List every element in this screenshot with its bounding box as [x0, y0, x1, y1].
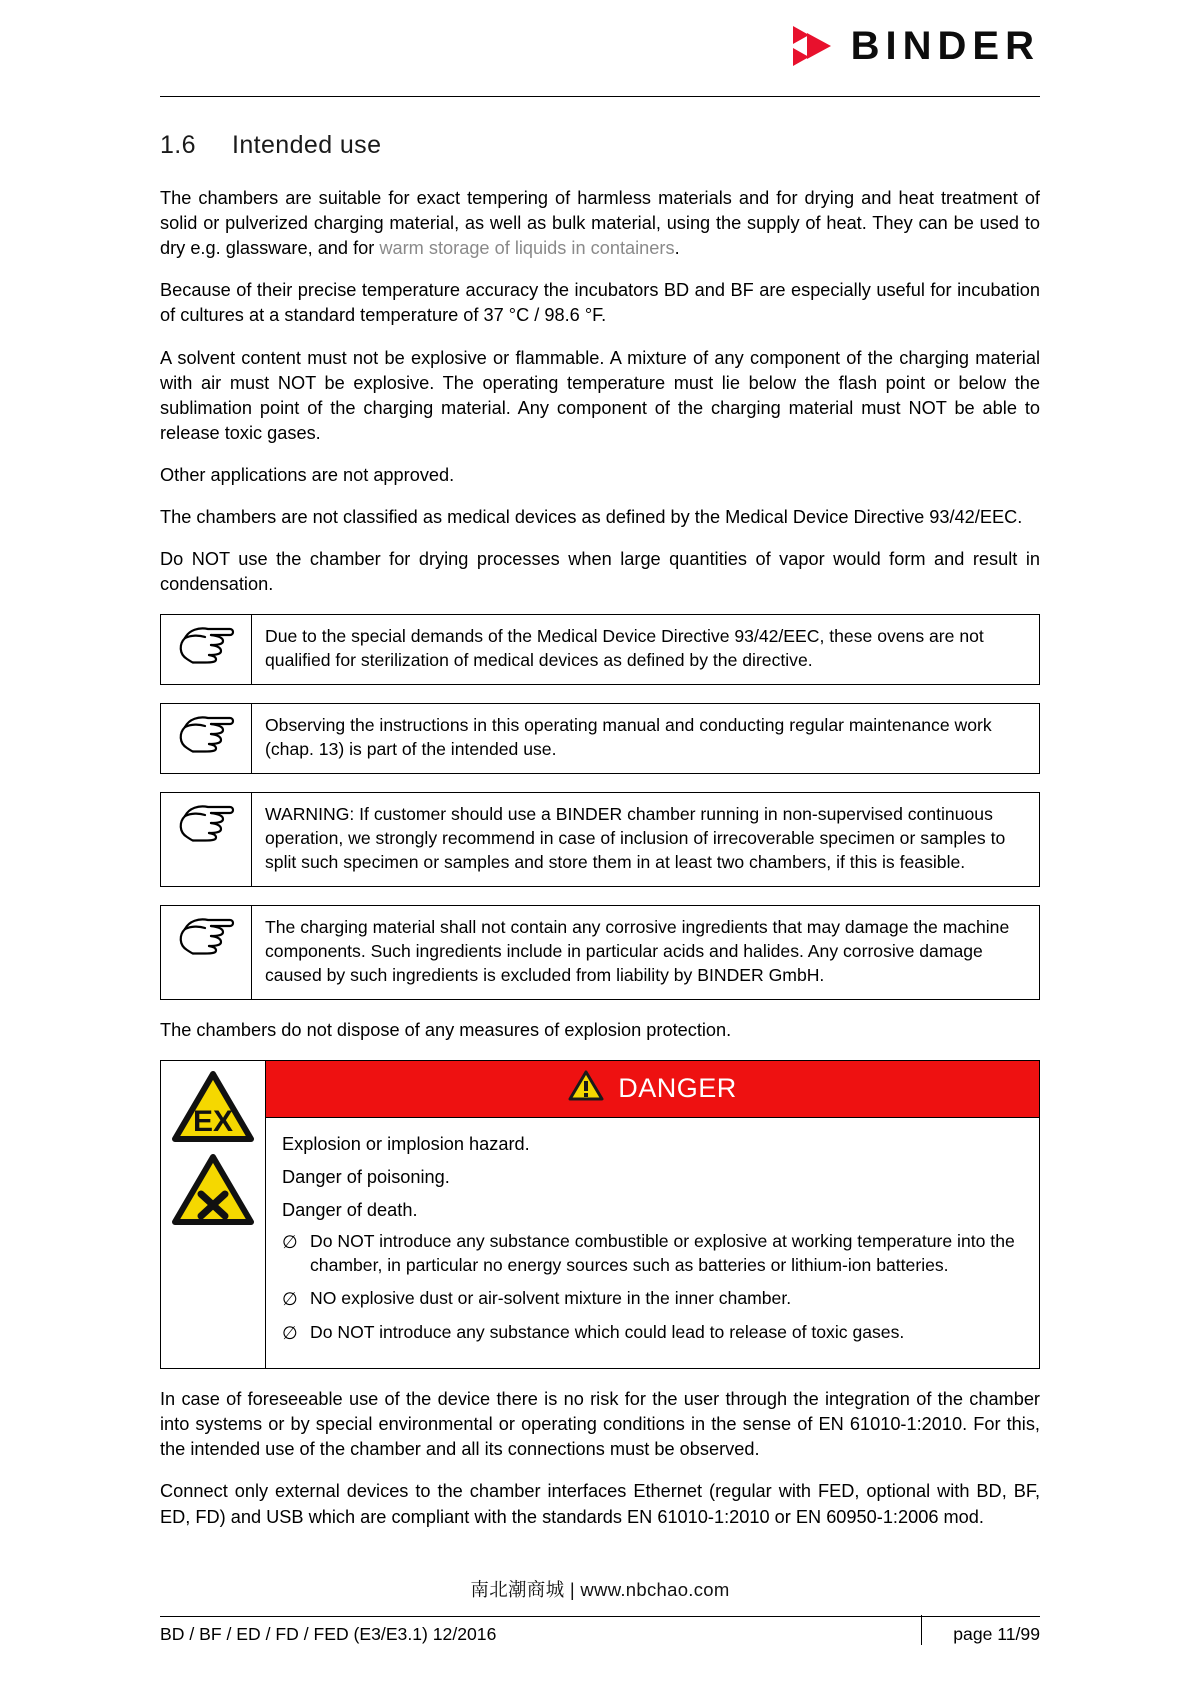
paragraph-interfaces: Connect only external devices to the chamber interfaces Ethernet (regular with FED, optional with BD, BF, ED, FD) and USB which are compliant with the standards EN 61010-1:2010 or EN 60950-1:2006 mod. — [160, 1481, 1040, 1527]
watermark-text: 南北潮商城 | www.nbchao.com — [470, 1579, 730, 1600]
pointing-hand-icon — [161, 704, 252, 773]
binder-wordmark: BINDER — [850, 24, 1040, 68]
notice-text: The charging material shall not contain any corrosive ingredients that may damage the machine components. Such ingredients include in particular acids and halides. Any corrosive damage caused by such ingredients is excluded from liability by BINDER GmbH. — [265, 916, 1010, 985]
paragraph-foreseeable-use: In case of foreseeable use of the device there is no risk for the user through the integration of the chamber into systems or by special environmental or operating conditions in the sense of EN 61010-1:2010. For this, the intended use of the chamber and all its connections must be observed. — [160, 1389, 1040, 1460]
danger-line: Danger of poisoning. — [282, 1166, 450, 1187]
notice-text: Due to the special demands of the Medical Device Directive 93/42/EEC, these ovens are not qualified for sterilization of medical devices as defined by the directive. — [265, 626, 984, 671]
binder-triangles-logo-icon — [793, 25, 837, 67]
notice-box-corrosive-ingredients — [160, 905, 1040, 1000]
prohibition-bullet-icon: ∅ — [282, 1322, 298, 1343]
list-item — [282, 1230, 1025, 1278]
danger-label: DANGER — [618, 1073, 737, 1104]
page-header — [160, 0, 1040, 97]
notice-box-maintenance — [160, 703, 1040, 774]
toxic-substance-icon — [172, 1154, 254, 1231]
footer-page-number: page 11/99 — [953, 1624, 1040, 1644]
paragraph-solvent-content: A solvent content must not be explosive or flammable. A mixture of any component of the charging material with air must NOT be explosive. The operating temperature must lie below the flash point or below the sublimation point of the charging material. Any component of the charging material must NOT be able to release toxic gases. — [160, 347, 1040, 443]
paragraph-incubators: Because of their precise temperature accuracy the incubators BD and BF are especially useful for incubation of cultures at a standard temperature of 37 °C / 98.6 °F. — [160, 280, 1040, 326]
danger-symbol-column — [161, 1061, 266, 1368]
danger-content-column — [266, 1061, 1039, 1368]
notice-box-medical-directive — [160, 614, 1040, 685]
footer-row — [160, 1624, 1040, 1645]
paragraph-other-applications: Other applications are not approved. — [160, 464, 455, 485]
paragraph-medical-devices: The chambers are not classified as medical devices as defined by the Medical Device Directive 93/42/EEC. — [160, 507, 1023, 528]
paragraph-1-text-before: The chambers are suitable for exact tempering of harmless materials and for drying and heat treatment of solid or pulverized charging material, as well as bulk material, using the supply of heat. They can be used to dry e.g. glassware, and for — [160, 188, 1040, 259]
prohibition-bullet-icon: ∅ — [282, 1232, 298, 1253]
notice-box-unsupervised-operation — [160, 792, 1040, 887]
paragraph-intended-use-1 — [160, 186, 1040, 261]
pointing-hand-icon — [161, 906, 252, 999]
footer-vertical-separator — [921, 1615, 922, 1645]
list-item-label: Do NOT introduce any substance which could lead to release of toxic gases. — [310, 1321, 905, 1342]
list-item — [282, 1287, 1025, 1311]
list-item — [282, 1321, 1025, 1345]
footer-divider — [160, 1616, 1040, 1617]
paragraph-condensation: Do NOT use the chamber for drying processes when large quantities of vapor would form and result in condensation. — [160, 549, 1040, 595]
danger-line: Danger of death. — [282, 1200, 418, 1221]
section-number: 1.6 — [160, 131, 196, 159]
notice-text: WARNING: If customer should use a BINDER chamber running in non-supervised continuous operation, we strongly recommend in case of inclusion of irrecoverable specimen or samples to split such specimen or samples and store them in at least two chambers, if this is feasible. — [265, 804, 1006, 872]
danger-box — [160, 1060, 1040, 1369]
footer-document-id: BD / BF / ED / FD / FED (E3/E3.1) 12/2016 — [160, 1624, 497, 1644]
page-title — [160, 131, 1040, 160]
svg-text:EX: EX — [192, 1104, 234, 1138]
notice-text: Observing the instructions in this operating manual and conducting regular maintenance work (chap. 13) is part of the intended use. — [265, 715, 992, 760]
list-item-label: Do NOT introduce any substance combustible or explosive at working temperature into the chamber, in particular no energy sources such as batteries or lithium-ion batteries. — [310, 1231, 1015, 1276]
binder-logo — [793, 25, 1040, 67]
danger-body — [266, 1118, 1039, 1368]
page-footer — [160, 1576, 1040, 1645]
warning-triangle-icon — [568, 1070, 604, 1107]
pointing-hand-icon — [161, 793, 252, 886]
paragraph-explosion-protection: The chambers do not dispose of any measures of explosion protection. — [160, 1019, 732, 1040]
list-item-label: NO explosive dust or air-solvent mixture in the inner chamber. — [310, 1288, 792, 1309]
section-title-text: Intended use — [232, 131, 382, 159]
paragraph-1-text-gray: warm storage of liquids in containers — [379, 238, 675, 259]
prohibition-bullet-icon: ∅ — [282, 1289, 298, 1310]
pointing-hand-icon — [161, 615, 252, 684]
paragraph-1-text-after: . — [674, 238, 680, 259]
danger-bullet-list — [282, 1230, 1025, 1345]
danger-banner — [266, 1061, 1039, 1118]
danger-line: Explosion or implosion hazard. — [282, 1133, 530, 1154]
ex-explosive-atmosphere-icon — [172, 1071, 254, 1148]
